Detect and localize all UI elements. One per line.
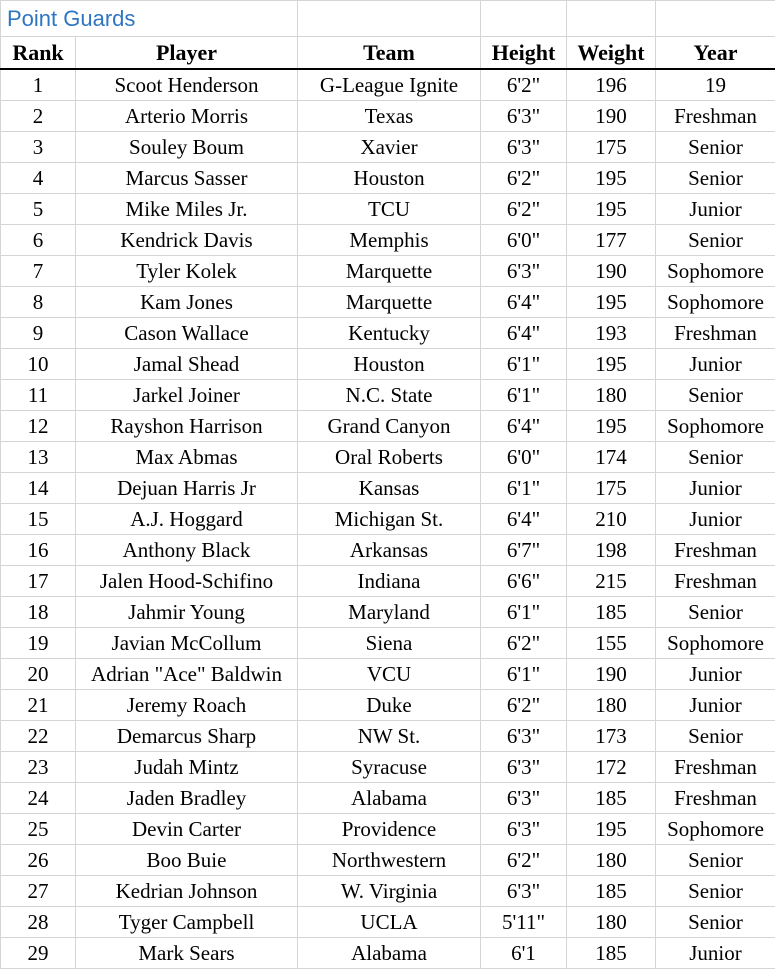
player-cell[interactable]: Tyger Campbell — [76, 907, 298, 938]
height-cell[interactable]: 6'1 — [481, 938, 567, 969]
table-row — [1, 783, 775, 814]
team-cell[interactable]: Marquette — [298, 287, 481, 318]
team-cell[interactable]: Michigan St. — [298, 504, 481, 535]
height-cell[interactable]: 6'1" — [481, 380, 567, 411]
team-cell[interactable]: W. Virginia — [298, 876, 481, 907]
player-cell[interactable]: Marcus Sasser — [76, 163, 298, 194]
year-cell[interactable]: Freshman — [656, 535, 775, 566]
weight-cell[interactable]: 190 — [567, 101, 656, 132]
year-cell[interactable]: Senior — [656, 721, 775, 752]
year-cell[interactable]: Freshman — [656, 783, 775, 814]
weight-cell[interactable]: 195 — [567, 411, 656, 442]
weight-cell[interactable]: 198 — [567, 535, 656, 566]
rank-cell[interactable]: 16 — [1, 535, 76, 566]
player-cell[interactable]: Anthony Black — [76, 535, 298, 566]
player-cell[interactable]: Rayshon Harrison — [76, 411, 298, 442]
empty-cell[interactable] — [656, 1, 775, 37]
player-cell[interactable]: Arterio Morris — [76, 101, 298, 132]
rank-cell[interactable]: 25 — [1, 814, 76, 845]
rank-cell[interactable]: 27 — [1, 876, 76, 907]
rank-cell[interactable]: 8 — [1, 287, 76, 318]
height-cell[interactable]: 6'3" — [481, 721, 567, 752]
header-team[interactable]: Team — [298, 37, 481, 70]
team-cell[interactable]: Syracuse — [298, 752, 481, 783]
weight-cell[interactable]: 180 — [567, 690, 656, 721]
height-cell[interactable]: 6'3" — [481, 256, 567, 287]
rank-cell[interactable]: 18 — [1, 597, 76, 628]
rank-cell[interactable]: 28 — [1, 907, 76, 938]
table-row — [1, 504, 775, 535]
rank-cell[interactable]: 5 — [1, 194, 76, 225]
rank-cell[interactable]: 23 — [1, 752, 76, 783]
header-player[interactable]: Player — [76, 37, 298, 70]
header-weight[interactable]: Weight — [567, 37, 656, 70]
table-row — [1, 411, 775, 442]
rank-cell[interactable]: 17 — [1, 566, 76, 597]
weight-cell[interactable]: 195 — [567, 349, 656, 380]
table-row — [1, 163, 775, 194]
year-cell[interactable]: Junior — [656, 473, 775, 504]
height-cell[interactable]: 6'3" — [481, 814, 567, 845]
rank-cell[interactable]: 13 — [1, 442, 76, 473]
year-cell[interactable]: Senior — [656, 597, 775, 628]
year-cell[interactable]: Junior — [656, 659, 775, 690]
year-cell[interactable]: Junior — [656, 690, 775, 721]
table-row — [1, 256, 775, 287]
rank-cell[interactable]: 21 — [1, 690, 76, 721]
year-cell[interactable]: Senior — [656, 442, 775, 473]
rank-cell[interactable]: 3 — [1, 132, 76, 163]
rank-cell[interactable]: 15 — [1, 504, 76, 535]
header-year[interactable]: Year — [656, 37, 775, 70]
height-cell[interactable]: 6'3" — [481, 876, 567, 907]
title-row — [1, 1, 775, 37]
year-cell[interactable]: Sophomore — [656, 628, 775, 659]
year-cell[interactable]: Junior — [656, 938, 775, 969]
table-row — [1, 132, 775, 163]
height-cell[interactable]: 6'6" — [481, 566, 567, 597]
player-cell[interactable]: Cason Wallace — [76, 318, 298, 349]
height-cell[interactable]: 6'2" — [481, 690, 567, 721]
team-cell[interactable]: Siena — [298, 628, 481, 659]
weight-cell[interactable]: 190 — [567, 659, 656, 690]
team-cell[interactable]: Alabama — [298, 783, 481, 814]
weight-cell[interactable]: 185 — [567, 783, 656, 814]
year-cell[interactable]: Freshman — [656, 752, 775, 783]
team-cell[interactable]: Xavier — [298, 132, 481, 163]
year-cell[interactable]: 19 — [656, 69, 775, 101]
team-cell[interactable]: Alabama — [298, 938, 481, 969]
weight-cell[interactable]: 172 — [567, 752, 656, 783]
weight-cell[interactable]: 180 — [567, 907, 656, 938]
weight-cell[interactable]: 173 — [567, 721, 656, 752]
player-cell[interactable]: Jamal Shead — [76, 349, 298, 380]
table-row — [1, 845, 775, 876]
height-cell[interactable]: 6'1" — [481, 659, 567, 690]
year-cell[interactable]: Senior — [656, 163, 775, 194]
empty-cell[interactable] — [567, 1, 656, 37]
rank-cell[interactable]: 29 — [1, 938, 76, 969]
height-cell[interactable]: 6'4" — [481, 287, 567, 318]
player-cell[interactable]: Judah Mintz — [76, 752, 298, 783]
rank-cell[interactable]: 7 — [1, 256, 76, 287]
player-cell[interactable]: Dejuan Harris Jr — [76, 473, 298, 504]
rank-cell[interactable]: 2 — [1, 101, 76, 132]
team-cell[interactable]: Marquette — [298, 256, 481, 287]
team-cell[interactable]: Maryland — [298, 597, 481, 628]
height-cell[interactable]: 6'1" — [481, 597, 567, 628]
table-row — [1, 752, 775, 783]
team-cell[interactable]: NW St. — [298, 721, 481, 752]
rank-cell[interactable]: 11 — [1, 380, 76, 411]
height-cell[interactable]: 6'0" — [481, 225, 567, 256]
weight-cell[interactable]: 155 — [567, 628, 656, 659]
year-cell[interactable]: Junior — [656, 349, 775, 380]
table-row — [1, 194, 775, 225]
weight-cell[interactable]: 195 — [567, 287, 656, 318]
weight-cell[interactable]: 174 — [567, 442, 656, 473]
table-row — [1, 659, 775, 690]
team-cell[interactable]: Providence — [298, 814, 481, 845]
height-cell[interactable]: 6'1" — [481, 349, 567, 380]
empty-cell[interactable] — [481, 1, 567, 37]
table-row — [1, 814, 775, 845]
weight-cell[interactable]: 185 — [567, 876, 656, 907]
table-row — [1, 69, 775, 101]
rank-cell[interactable]: 1 — [1, 69, 76, 101]
weight-cell[interactable]: 210 — [567, 504, 656, 535]
weight-cell[interactable]: 185 — [567, 597, 656, 628]
rank-cell[interactable]: 6 — [1, 225, 76, 256]
year-cell[interactable]: Senior — [656, 876, 775, 907]
table-row — [1, 349, 775, 380]
height-cell[interactable]: 6'2" — [481, 163, 567, 194]
rank-cell[interactable]: 24 — [1, 783, 76, 814]
table-row — [1, 535, 775, 566]
year-cell[interactable]: Senior — [656, 845, 775, 876]
weight-cell[interactable]: 195 — [567, 163, 656, 194]
year-cell[interactable]: Senior — [656, 380, 775, 411]
year-cell[interactable]: Junior — [656, 504, 775, 535]
player-cell[interactable]: Mike Miles Jr. — [76, 194, 298, 225]
player-cell[interactable]: A.J. Hoggard — [76, 504, 298, 535]
weight-cell[interactable]: 196 — [567, 69, 656, 101]
player-cell[interactable]: Devin Carter — [76, 814, 298, 845]
header-row — [1, 37, 775, 70]
weight-cell[interactable]: 215 — [567, 566, 656, 597]
team-cell[interactable]: Texas — [298, 101, 481, 132]
height-cell[interactable]: 6'4" — [481, 504, 567, 535]
height-cell[interactable]: 6'3" — [481, 101, 567, 132]
height-cell[interactable]: 6'3" — [481, 752, 567, 783]
height-cell[interactable]: 6'3" — [481, 783, 567, 814]
team-cell[interactable]: Kentucky — [298, 318, 481, 349]
year-cell[interactable]: Sophomore — [656, 814, 775, 845]
table-row — [1, 876, 775, 907]
player-cell[interactable]: Jarkel Joiner — [76, 380, 298, 411]
rank-cell[interactable]: 20 — [1, 659, 76, 690]
weight-cell[interactable]: 175 — [567, 473, 656, 504]
weight-cell[interactable]: 177 — [567, 225, 656, 256]
header-rank[interactable]: Rank — [1, 37, 76, 70]
year-cell[interactable]: Sophomore — [656, 287, 775, 318]
year-cell[interactable]: Senior — [656, 225, 775, 256]
rank-cell[interactable]: 9 — [1, 318, 76, 349]
rank-cell[interactable]: 19 — [1, 628, 76, 659]
table-row — [1, 473, 775, 504]
player-cell[interactable]: Mark Sears — [76, 938, 298, 969]
team-cell[interactable]: Grand Canyon — [298, 411, 481, 442]
height-cell[interactable]: 6'4" — [481, 318, 567, 349]
weight-cell[interactable]: 175 — [567, 132, 656, 163]
height-cell[interactable]: 6'2" — [481, 628, 567, 659]
height-cell[interactable]: 6'1" — [481, 473, 567, 504]
table-row — [1, 318, 775, 349]
team-cell[interactable]: Indiana — [298, 566, 481, 597]
team-cell[interactable]: Kansas — [298, 473, 481, 504]
player-cell[interactable]: Tyler Kolek — [76, 256, 298, 287]
rank-cell[interactable]: 22 — [1, 721, 76, 752]
player-cell[interactable]: Jaden Bradley — [76, 783, 298, 814]
year-cell[interactable]: Senior — [656, 907, 775, 938]
rank-cell[interactable]: 14 — [1, 473, 76, 504]
height-cell[interactable]: 6'2" — [481, 845, 567, 876]
rank-cell[interactable]: 4 — [1, 163, 76, 194]
team-cell[interactable]: Oral Roberts — [298, 442, 481, 473]
player-cell[interactable]: Scoot Henderson — [76, 69, 298, 101]
table-row — [1, 721, 775, 752]
table-row — [1, 566, 775, 597]
weight-cell[interactable]: 185 — [567, 938, 656, 969]
year-cell[interactable]: Senior — [656, 132, 775, 163]
player-cell[interactable]: Demarcus Sharp — [76, 721, 298, 752]
table-row — [1, 101, 775, 132]
table-row — [1, 597, 775, 628]
player-cell[interactable]: Kendrick Davis — [76, 225, 298, 256]
player-cell[interactable]: Adrian "Ace" Baldwin — [76, 659, 298, 690]
weight-cell[interactable]: 195 — [567, 814, 656, 845]
table-row — [1, 380, 775, 411]
player-cell[interactable]: Jahmir Young — [76, 597, 298, 628]
team-cell[interactable]: Houston — [298, 163, 481, 194]
year-cell[interactable]: Sophomore — [656, 256, 775, 287]
team-cell[interactable]: G-League Ignite — [298, 69, 481, 101]
table-row — [1, 442, 775, 473]
team-cell[interactable]: Memphis — [298, 225, 481, 256]
player-cell[interactable]: Souley Boum — [76, 132, 298, 163]
height-cell[interactable]: 6'0" — [481, 442, 567, 473]
team-cell[interactable]: VCU — [298, 659, 481, 690]
player-cell[interactable]: Kam Jones — [76, 287, 298, 318]
year-cell[interactable]: Sophomore — [656, 411, 775, 442]
weight-cell[interactable]: 195 — [567, 194, 656, 225]
player-cell[interactable]: Kedrian Johnson — [76, 876, 298, 907]
table-row — [1, 690, 775, 721]
team-cell[interactable]: TCU — [298, 194, 481, 225]
rank-cell[interactable]: 10 — [1, 349, 76, 380]
weight-cell[interactable]: 180 — [567, 845, 656, 876]
year-cell[interactable]: Freshman — [656, 566, 775, 597]
player-cell[interactable]: Javian McCollum — [76, 628, 298, 659]
player-cell[interactable]: Jeremy Roach — [76, 690, 298, 721]
height-cell[interactable]: 6'7" — [481, 535, 567, 566]
team-cell[interactable]: N.C. State — [298, 380, 481, 411]
player-cell[interactable]: Boo Buie — [76, 845, 298, 876]
table-row — [1, 938, 775, 969]
empty-cell[interactable] — [298, 1, 481, 37]
rank-cell[interactable]: 26 — [1, 845, 76, 876]
table-row — [1, 287, 775, 318]
team-cell[interactable]: Arkansas — [298, 535, 481, 566]
team-cell[interactable]: Northwestern — [298, 845, 481, 876]
year-cell[interactable]: Freshman — [656, 101, 775, 132]
height-cell[interactable]: 6'3" — [481, 132, 567, 163]
team-cell[interactable]: Duke — [298, 690, 481, 721]
table-row — [1, 225, 775, 256]
weight-cell[interactable]: 193 — [567, 318, 656, 349]
sheet-title[interactable]: Point Guards — [1, 1, 298, 37]
player-cell[interactable]: Jalen Hood-Schifino — [76, 566, 298, 597]
header-height[interactable]: Height — [481, 37, 567, 70]
year-cell[interactable]: Freshman — [656, 318, 775, 349]
height-cell[interactable]: 6'4" — [481, 411, 567, 442]
team-cell[interactable]: UCLA — [298, 907, 481, 938]
table-row — [1, 907, 775, 938]
rank-cell[interactable]: 12 — [1, 411, 76, 442]
table-row — [1, 628, 775, 659]
weight-cell[interactable]: 180 — [567, 380, 656, 411]
weight-cell[interactable]: 190 — [567, 256, 656, 287]
team-cell[interactable]: Houston — [298, 349, 481, 380]
height-cell[interactable]: 6'2" — [481, 194, 567, 225]
year-cell[interactable]: Junior — [656, 194, 775, 225]
height-cell[interactable]: 5'11" — [481, 907, 567, 938]
height-cell[interactable]: 6'2" — [481, 69, 567, 101]
player-cell[interactable]: Max Abmas — [76, 442, 298, 473]
